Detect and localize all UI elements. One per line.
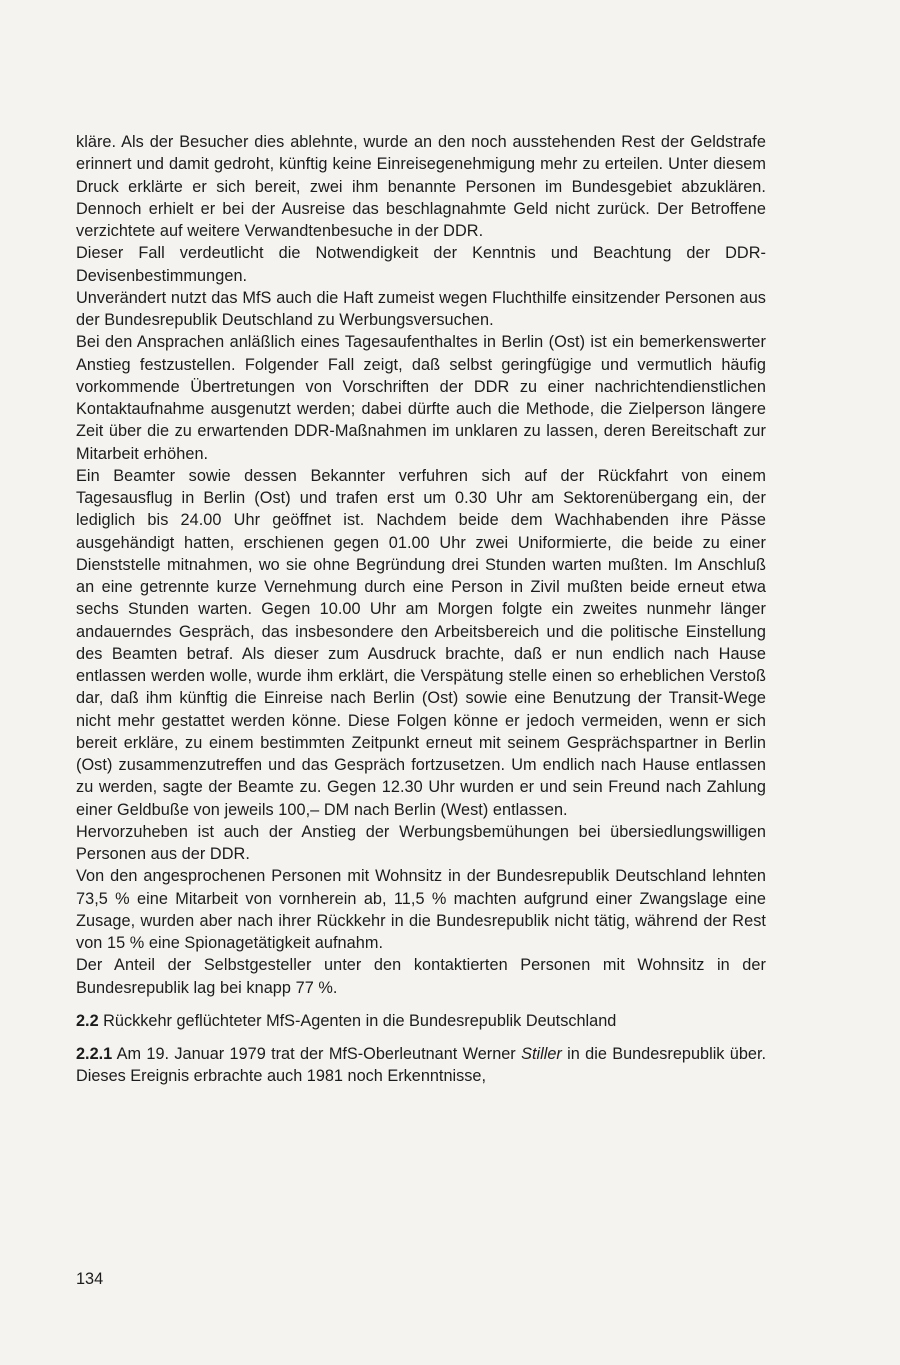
section-heading — [76, 1010, 766, 1032]
paragraph: kläre. Als der Besucher dies ablehnte, wurde an den noch ausstehenden Rest der Geldstrafe erinnert und damit gedroht, künftig keine Einreisegenehmigung mehr zu erteilen. Unter diesem Druck erklärte er sich bereit, zwei ihm benannte Personen im Bundesgebiet abzuklären. Dennoch erhielt er bei der Ausreise das beschlagnahmte Geld nicht zurück. Der Betroffene verzichtete auf weitere Verwandtenbesuche in der DDR. — [76, 133, 766, 240]
paragraph: Von den angesprochenen Personen mit Wohnsitz in der Bundesrepublik Deutschland lehnten 73,5 % eine Mitarbeit von vornherein ab, 11,5 % machten aufgrund einer Zwangslage eine Zusage, wurden aber nach ihrer Rückkehr in die Bundesrepublik nicht tätig, während der Rest von 15 % eine Spionagetätigkeit aufnahm. — [76, 867, 766, 952]
page-number: 134 — [76, 1270, 104, 1288]
paragraph: Der Anteil der Selbstgesteller unter den kontaktierten Personen mit Wohnsitz in der Bundesrepublik lag bei knapp 77 %. — [76, 956, 766, 997]
subsection-text-after: in die Bundesrepublik über. Dieses Ereignis erbrachte auch 1981 noch Erkenntnisse, — [76, 1045, 766, 1086]
subsection-paragraph — [76, 1043, 766, 1088]
paragraph: Dieser Fall verdeutlicht die Notwendigkeit der Kenntnis und Beachtung der DDR-Devisenbestimmungen. — [76, 244, 766, 285]
paragraph: Bei den Ansprachen anläßlich eines Tagesaufenthaltes in Berlin (Ost) ist ein bemerkenswerter Anstieg festzustellen. Folgender Fall zeigt, daß selbst geringfügige und vermutlich häufig vorkommende Übertretungen von Vorschriften der DDR zu einer nachrichtendienstlichen Kontaktaufnahme ausgenutzt werden; dabei dürfte auch die Methode, die Zielperson längere Zeit über die zu erwartenden DDR-Maßnahmen im unklaren zu lassen, deren Bereitschaft zur Mitarbeit erhöhen. — [76, 333, 766, 463]
subsection-number: 2.2.1 — [76, 1045, 113, 1063]
paragraph: Hervorzuheben ist auch der Anstieg der Werbungsbemühungen bei übersiedlungswilligen Personen aus der DDR. — [76, 822, 766, 863]
subsection-name: Stiller — [521, 1045, 562, 1063]
paragraph: Unverändert nutzt das MfS auch die Haft zumeist wegen Fluchthilfe einsitzender Personen aus der Bundesrepublik Deutschland zu Werbungsversuchen. — [76, 288, 766, 329]
paragraph: Ein Beamter sowie dessen Bekannter verfuhren sich auf der Rückfahrt von einem Tagesausflug in Berlin (Ost) und trafen erst um 0.30 Uhr am Sektorenübergang ein, der lediglich bis 24.00 Uhr geöffnet ist. Nachdem beide dem Wachhabenden ihre Pässe ausgehändigt hatten, erschienen gegen 01.00 Uhr zwei Uniformierte, die beide zu einer Dienststelle mitnahmen, wo sie ohne Begründung drei Stunden warten mußten. Im Anschluß an eine getrennte kurze Vernehmung durch eine Person in Zivil mußten beide erneut etwa sechs Stunden warten. Gegen 10.00 Uhr am Morgen folgte ein zweites nunmehr länger andauerndes Gespräch, das insbesondere den Arbeitsbereich und die politische Einstellung des Beamten betraf. Als dieser zum Ausdruck brachte, daß er nun endlich nach Hause entlassen werden wolle, wurde ihm erklärt, die Verspätung stelle einen so erheblichen Verstoß dar, daß ihm künftig die Einreise nach Berlin (Ost) sowie eine Benutzung der Transit-Wege nicht mehr gestattet werden könne. Diese Folgen könne er jedoch vermeiden, wenn er sich bereit erkläre, zu einem bestimmten Zeitpunkt erneut mit seinem Gesprächspartner in Berlin (Ost) zusammenzutreffen und das Gespräch fortzusetzen. Um endlich nach Hause entlassen zu werden, sagte der Beamte zu. Gegen 12.30 Uhr wurden er und sein Freund nach Zahlung einer Geldbuße von jeweils 100,– DM nach Berlin (West) entlassen. — [76, 466, 766, 819]
section-title: Rückkehr geflüchteter MfS-Agenten in die Bundesrepublik Deutschland — [103, 1011, 617, 1030]
subsection-text-before: Am 19. Januar 1979 trat der MfS-Oberleutnant Werner — [116, 1045, 522, 1063]
section-number: 2.2 — [76, 1011, 99, 1030]
document-body — [76, 131, 766, 1088]
